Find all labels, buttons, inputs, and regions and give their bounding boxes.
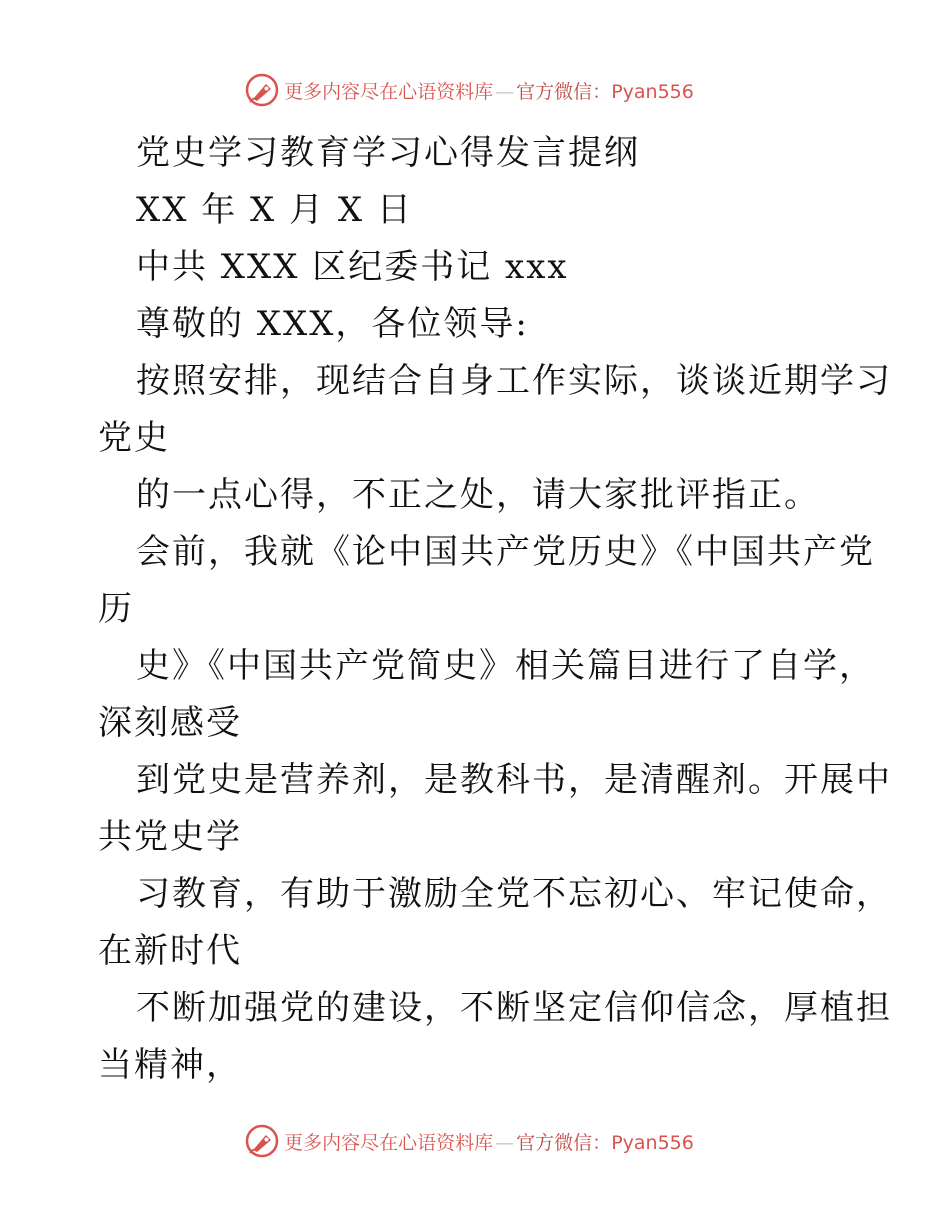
watermark-banner-bottom [0,1121,950,1161]
document-author: 中共 XXX 区纪委书记 xxx [136,247,569,287]
document-date: XX 年 X 月 X 日 [136,190,413,230]
body-line: 深刻感受 [98,703,242,743]
pen-nib-logo-icon [244,72,280,108]
body-line: 在新时代 [98,931,242,971]
watermark-separator: — [495,80,515,103]
body-line: 按照安排，现结合自身工作实际，谈谈近期学习 [136,361,892,401]
document-title: 党史学习教育学习心得发言提纲 [136,133,640,173]
watermark-separator: — [495,1131,515,1154]
body-line: 史》《中国共产党简史》相关篇目进行了自学， [136,646,875,686]
body-line: 当精神， [98,1045,242,1085]
watermark-text [284,1128,694,1155]
document-salutation: 尊敬的 XXX，各位领导: [136,304,529,344]
watermark-text [284,77,694,104]
body-line: 共党史学 [98,817,242,857]
body-line: 习教育，有助于激励全党不忘初心、牢记使命， [136,874,892,914]
pen-nib-logo-icon [244,1123,280,1159]
watermark-banner-top [0,70,950,110]
document-body [98,125,892,1094]
watermark-main: 更多内容尽在心语资料库 [284,80,494,103]
body-line: 到党史是营养剂，是教科书，是清醒剂。开展中 [136,760,892,800]
body-line: 的一点心得，不正之处，请大家批评指正。 [136,475,820,515]
body-line: 不断加强党的建设，不断坚定信仰信念，厚植担 [136,988,892,1028]
watermark-main: 更多内容尽在心语资料库 [284,1131,494,1154]
body-paragraph [98,353,892,1094]
watermark-wechat-id: Pyan556 [611,1131,694,1154]
body-line: 党史 [98,418,170,458]
watermark-wechat-label: 官方微信： [516,1131,612,1154]
body-line: 会前，我就《论中国共产党历史》《中国共产党 [136,532,875,572]
body-line: 历 [98,589,134,629]
watermark-wechat-label: 官方微信： [516,80,612,103]
watermark-wechat-id: Pyan556 [611,80,694,103]
